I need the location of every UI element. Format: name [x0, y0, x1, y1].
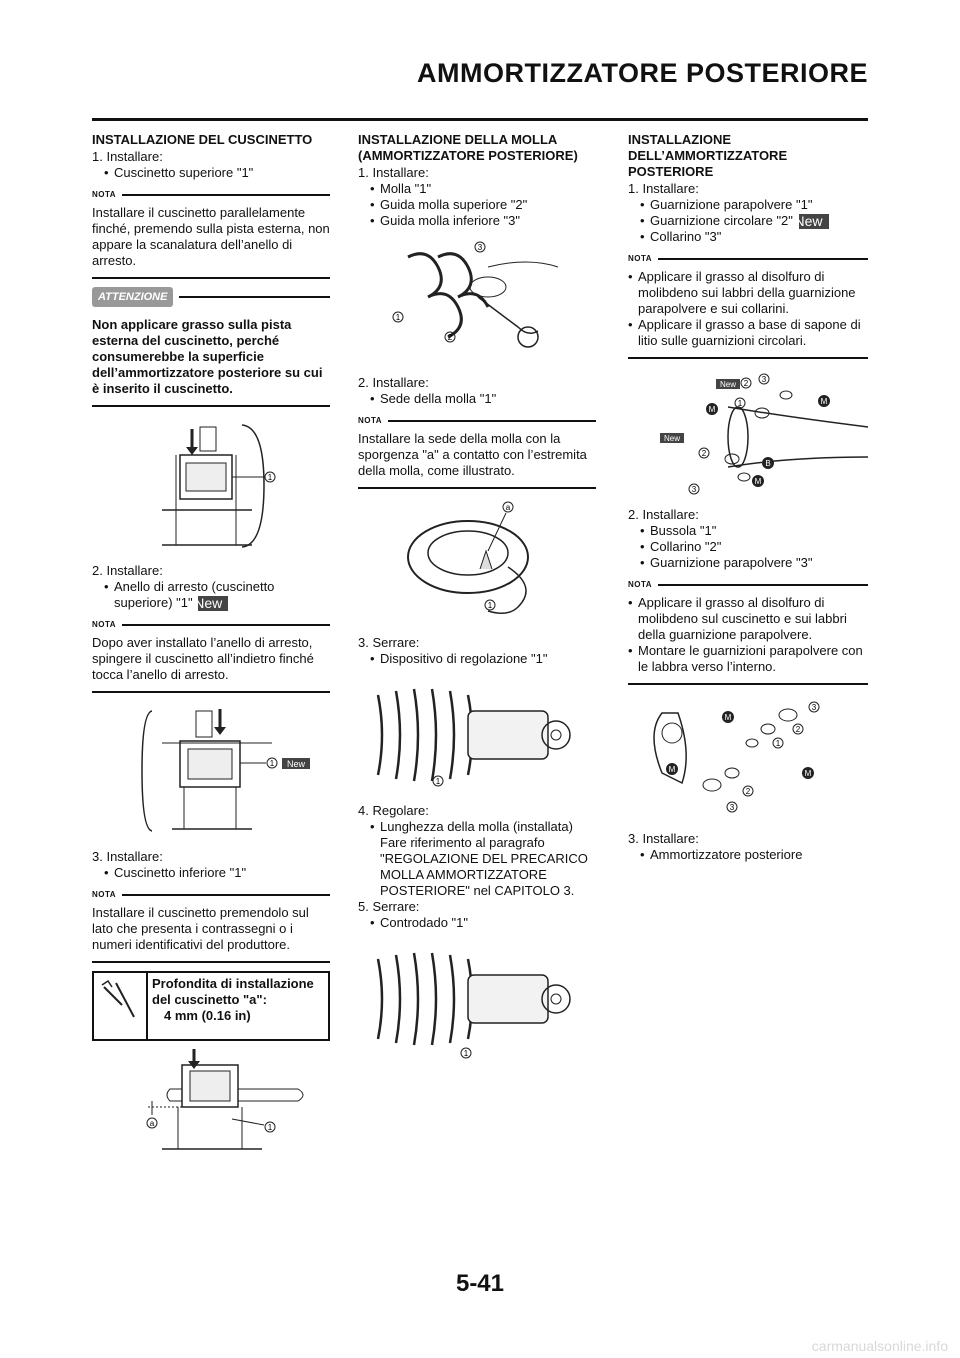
- bullet-item: • Bussola "1": [640, 523, 868, 539]
- mark-m: M: [708, 405, 716, 415]
- seals-upper-figure: [628, 367, 868, 499]
- note-box: [92, 617, 330, 693]
- note-box: [92, 887, 330, 963]
- note-label: NOTA: [628, 580, 653, 590]
- warning-label: ATTENZIONE: [92, 287, 173, 307]
- note-label: NOTA: [358, 416, 383, 425]
- step-2: 2. Installare:: [628, 507, 699, 523]
- callout-2: 2: [743, 379, 749, 389]
- note-label: NOTA: [92, 620, 117, 630]
- seals-lower-figure: [628, 693, 868, 823]
- column-3: [628, 132, 868, 863]
- adjuster-figure: [358, 675, 596, 795]
- step-2: 2. Installare:: [92, 563, 163, 578]
- new-tag: New: [663, 434, 681, 444]
- section-heading: INSTALLAZIONE DELLA MOLLA (AMMORTIZZATORE POSTERIORE): [358, 132, 578, 163]
- note-label: NOTA: [92, 890, 117, 900]
- new-badge: New: [198, 596, 228, 611]
- title-rule: [92, 118, 868, 121]
- mark-m: M: [820, 397, 828, 407]
- note-text: Installare la sede della molla con la sporgenza "a" a contatto con l’estremita della molla, come illustrato.: [358, 431, 587, 478]
- bullet-item: Anello di arresto (cuscinetto superiore) "1": [114, 579, 275, 610]
- bullet-item: • Guarnizione parapolvere "3": [640, 555, 868, 571]
- bullet-item: • Controdado "1": [370, 915, 596, 931]
- step-1: 1. Installare:: [628, 181, 699, 196]
- callout-3: 3: [811, 703, 817, 713]
- note-text: Dopo aver installato l’anello di arresto, spingere il cuscinetto all’indietro finché tocca l’anello di arresto.: [92, 635, 314, 683]
- note-box: [358, 413, 596, 489]
- site-watermark: carmanualsonline.info: [811, 1338, 948, 1354]
- new-tag: New: [719, 380, 737, 390]
- callout-1: 1: [775, 739, 781, 749]
- bullet-item: • Cuscinetto inferiore "1": [104, 865, 330, 881]
- bullet-item: • Lunghezza della molla (installata) Fare riferimento al paragrafo "REGOLAZIONE DEL PRECARICO MOLLA AMMORTIZZATORE POSTERIORE" nel CAPITOLO 3.: [370, 819, 596, 899]
- callout-3: 3: [477, 243, 483, 252]
- bullet-item: • Guarnizione parapolvere "1": [640, 197, 868, 213]
- mark-m: M: [668, 765, 676, 775]
- callout-1: 1: [267, 1123, 273, 1133]
- note-box: [92, 187, 330, 279]
- bullet-item: • Dispositivo di regolazione "1": [370, 651, 596, 667]
- callout-2: 2: [745, 787, 751, 797]
- callout-1: 1: [395, 313, 401, 322]
- snap-ring-figure: [92, 701, 330, 841]
- page-number: 5-41: [455, 1270, 505, 1297]
- bullet-item: • Sede della molla "1": [370, 391, 596, 407]
- callout-1: 1: [737, 399, 743, 409]
- callout-a: a: [149, 1119, 155, 1129]
- bullet-item: • Molla "1": [370, 181, 596, 197]
- note-bullet: • Applicare il grasso al disolfuro di molibdeno sui labbri della guarnizione parapolvere e sui collarini.: [628, 269, 868, 317]
- callout-1: 1: [463, 1049, 469, 1058]
- callout-2: 2: [795, 725, 801, 735]
- step-5: 5. Serrare:: [358, 899, 420, 914]
- callout-1: 1: [267, 473, 273, 482]
- spec-value: 4 mm (0.16 in): [164, 1008, 251, 1024]
- mark-b: B: [765, 459, 771, 469]
- callout-2: 2: [701, 449, 707, 459]
- note-label: NOTA: [92, 190, 117, 199]
- bullet-item: • Cuscinetto superiore "1": [104, 165, 330, 181]
- section-heading: INSTALLAZIONE DEL CUSCINETTO: [92, 132, 313, 147]
- callout-3: 3: [761, 375, 767, 385]
- wrench-icon: [94, 973, 148, 1039]
- section-heading: INSTALLAZIONE DELL’AMMORTIZZATORE POSTERIORE: [628, 132, 788, 179]
- step-1: 1. Installare:: [358, 165, 429, 180]
- callout-3: 3: [691, 485, 697, 495]
- callout-1: 1: [487, 601, 493, 610]
- mark-m: M: [804, 769, 812, 779]
- new-badge: New: [799, 214, 829, 229]
- mark-m: M: [754, 477, 762, 487]
- callout-1: 1: [435, 777, 441, 786]
- page-title: AMMORTIZZATORE POSTERIORE: [417, 58, 868, 88]
- note-box: [628, 251, 868, 359]
- bearing-depth-figure: [92, 1049, 330, 1177]
- bullet-item: • Guida molla inferiore "3": [370, 213, 596, 229]
- note-text: Installare il cuscinetto premendolo sul lato che presenta i contrassegni o i numeri identificativi del produttore.: [92, 905, 309, 953]
- new-tag: New: [286, 759, 306, 770]
- step-3: 3. Installare:: [92, 849, 163, 865]
- bullet-item: • Guida molla superiore "2": [370, 197, 596, 213]
- callout-2: 2: [447, 333, 453, 342]
- warning-box: [92, 287, 330, 407]
- step-4: 4. Regolare:: [358, 803, 429, 818]
- column-2: [358, 132, 596, 1075]
- step-3: 3. Serrare:: [358, 635, 420, 650]
- spring-guide-figure: [358, 237, 596, 367]
- step-3: 3. Installare:: [628, 831, 699, 847]
- column-1: [92, 132, 330, 1185]
- spring-seat-figure: [358, 497, 596, 627]
- bullet-item: Guarnizione circolare "2": [650, 213, 793, 228]
- note-label: NOTA: [628, 254, 653, 264]
- mark-m: M: [724, 713, 732, 723]
- note-text: Installare il cuscinetto parallelamente finché, premendo sulla pista esterna, non appare la scanalatura dell’anello di arresto.: [92, 205, 330, 268]
- callout-a: a: [505, 503, 511, 512]
- spec-box: [92, 971, 330, 1041]
- spec-label: Profondita di installazione del cuscinetto "a":: [152, 976, 314, 1008]
- bullet-item: • Collarino "2": [640, 539, 868, 555]
- callout-3: 3: [729, 803, 735, 813]
- step-2: 2. Installare:: [358, 375, 429, 390]
- note-bullet: • Applicare il grasso al disolfuro di molibdeno sul cuscinetto e sui labbri della guarnizione parapolvere.: [628, 595, 868, 643]
- locknut-figure: [358, 939, 596, 1067]
- note-bullet: • Montare le guarnizioni parapolvere con le labbra verso l’interno.: [628, 643, 868, 675]
- bearing-upper-figure: [92, 415, 330, 555]
- note-bullet: • Applicare il grasso a base di sapone di litio sulle guarnizioni circolari.: [628, 317, 868, 349]
- bullet-item: • Collarino "3": [640, 229, 868, 245]
- warning-text: Non applicare grasso sulla pista esterna del cuscinetto, perché consumerebbe la superficie dell’ammortizzatore posteriore su cui è inserito il cuscinetto.: [92, 317, 323, 396]
- note-box: [628, 577, 868, 685]
- step-1: 1. Installare:: [92, 149, 163, 164]
- callout-1: 1: [269, 759, 275, 769]
- bullet-item: • Ammortizzatore posteriore: [640, 847, 868, 863]
